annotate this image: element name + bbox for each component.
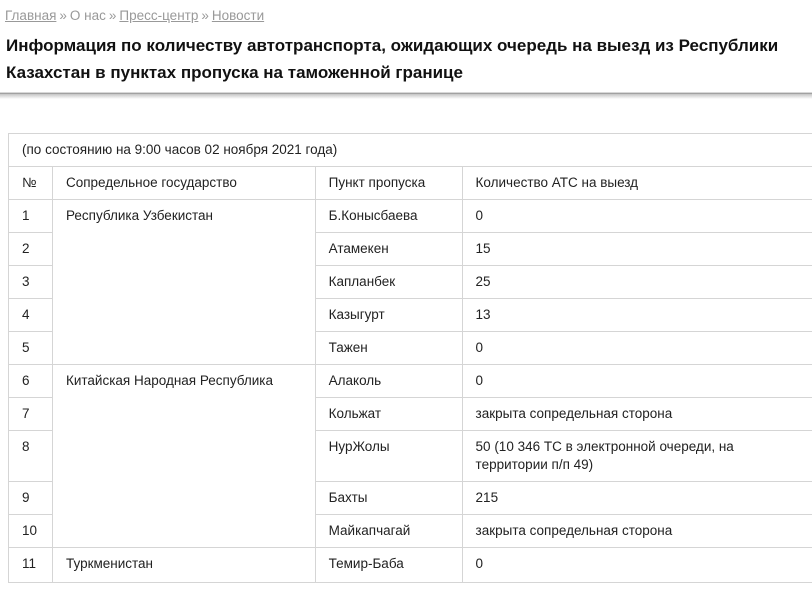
row-count [462, 548, 812, 583]
row-count [462, 233, 812, 266]
table-row [9, 548, 812, 583]
row-count-value: 215 [475, 490, 499, 505]
row-num [9, 431, 53, 482]
breadcrumb-link-home[interactable]: Главная [5, 8, 57, 23]
header-num [9, 167, 53, 200]
breadcrumb-link-press-center[interactable]: Пресс-центр [119, 8, 199, 23]
row-count [462, 515, 812, 548]
row-num [9, 365, 53, 398]
row-num [9, 398, 53, 431]
row-num-value: 7 [22, 406, 30, 421]
row-point [315, 365, 462, 398]
row-point [315, 431, 462, 482]
row-point-value: Капланбек [328, 274, 396, 289]
row-count-value: 0 [475, 556, 484, 571]
header-point-label: Пункт пропуска [328, 175, 426, 190]
row-point-value: Б.Конысбаева [328, 208, 418, 223]
row-point [315, 266, 462, 299]
breadcrumb-item-about[interactable]: О нас [69, 8, 106, 23]
header-country [52, 167, 315, 200]
row-point-value: Алаколь [328, 373, 382, 388]
breadcrumb-separator: » [108, 8, 117, 23]
row-point [315, 548, 462, 583]
row-point-value: Майкапчагай [328, 523, 411, 538]
row-point [315, 398, 462, 431]
row-point [315, 515, 462, 548]
page-title: Информация по количеству автотранспорта, ожидающих очередь на выезд из Республики Казахстан в пунктах пропуска на таможенной границе [6, 36, 779, 82]
row-country [52, 548, 315, 583]
row-count-value: 13 [475, 307, 491, 322]
row-point-value: Темир-Баба [328, 556, 404, 571]
header-point [315, 167, 462, 200]
table-row [9, 365, 812, 398]
row-point-value: Кольжат [328, 406, 382, 421]
table-note: (по состоянию на 9:00 часов 02 ноября 2021 года) [22, 142, 338, 157]
row-count [462, 200, 812, 233]
row-point-value: Тажен [328, 340, 368, 355]
row-point [315, 482, 462, 515]
row-count [462, 398, 812, 431]
breadcrumb-link-news[interactable]: Новости [211, 8, 265, 23]
row-num [9, 515, 53, 548]
row-count [462, 431, 812, 482]
row-point-value: Атамекен [328, 241, 389, 256]
row-num [9, 299, 53, 332]
row-point [315, 299, 462, 332]
row-count [462, 332, 812, 365]
row-country-value: Китайская Народная Республика [65, 373, 274, 388]
header-count [462, 167, 812, 200]
breadcrumb-separator: » [201, 8, 209, 23]
row-num-value: 1 [22, 208, 30, 223]
row-num [9, 233, 53, 266]
header-count-label: Количество АТС на выезд [475, 175, 639, 190]
row-country-value: Туркменистан [65, 556, 154, 571]
row-point-value: Бахты [328, 490, 368, 505]
row-count [462, 299, 812, 332]
row-num [9, 200, 53, 233]
row-num-value: 9 [22, 490, 30, 505]
border-queue-table [8, 133, 812, 583]
breadcrumb [5, 8, 264, 23]
row-num [9, 332, 53, 365]
row-num [9, 482, 53, 515]
breadcrumb-separator: » [59, 8, 67, 23]
row-point-value: Казыгурт [328, 307, 385, 322]
row-num-value: 11 [22, 556, 37, 571]
row-count-value: 0 [475, 340, 484, 355]
row-count-value: 0 [475, 208, 484, 223]
row-num [9, 548, 53, 583]
row-country [52, 200, 315, 365]
row-num-value: 8 [22, 439, 30, 454]
row-count [462, 482, 812, 515]
row-country-value: Республика Узбекистан [65, 208, 214, 223]
row-count-value: закрыта сопредельная сторона [475, 406, 673, 421]
header-num-label: № [22, 175, 37, 190]
table-row [9, 200, 812, 233]
row-count [462, 266, 812, 299]
row-num-value: 10 [22, 523, 38, 538]
row-point [315, 233, 462, 266]
row-count-value: 0 [475, 373, 484, 388]
row-country [52, 365, 315, 548]
table-note-cell [9, 134, 812, 167]
row-point-value: НурЖолы [328, 439, 390, 454]
row-count-value: 50 (10 346 ТС в электронной очереди, на территории п/п 49) [475, 439, 734, 472]
row-count [462, 365, 812, 398]
header-country-label: Сопредельное государство [65, 175, 237, 190]
row-count-value: 15 [475, 241, 491, 256]
table-header-row [9, 167, 812, 200]
row-num-value: 6 [22, 373, 30, 388]
row-count-value: закрыта сопредельная сторона [475, 523, 673, 538]
table-note-row [9, 134, 812, 167]
header-shadow [0, 93, 812, 99]
row-num-value: 5 [22, 340, 30, 355]
row-count-value: 25 [475, 274, 491, 289]
row-point [315, 200, 462, 233]
row-num-value: 4 [22, 307, 30, 322]
row-num-value: 2 [22, 241, 30, 256]
row-num [9, 266, 53, 299]
row-num-value: 3 [22, 274, 30, 289]
row-point [315, 332, 462, 365]
